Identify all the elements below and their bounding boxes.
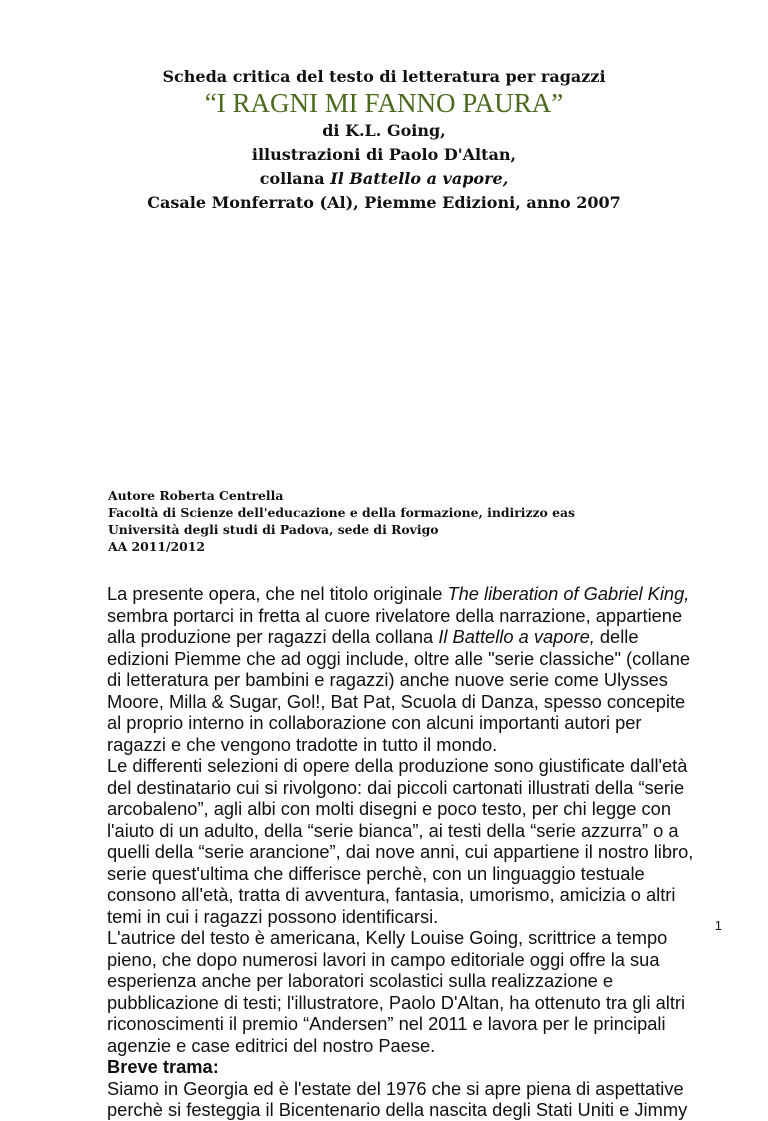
body-line: del destinatario cui si rivolgono: dai piccoli cartonati illustrati della “serie — [107, 776, 685, 798]
header-publisher: Casale Monferrato (Al), Piemme Edizioni, anno 2007 — [147, 193, 621, 212]
body-line: ragazzi e che vengono tradotte in tutto il mondo. — [107, 733, 498, 755]
header-illustrations: illustrazioni di Paolo D'Altan, — [251, 145, 517, 164]
body-text — [107, 583, 694, 1121]
body-line: serie quest'ultima che differisce perchè, con un linguaggio testuale — [107, 862, 645, 884]
header-author: di K.L. Going, — [322, 121, 446, 140]
original-title: The liberation of Gabriel King, — [447, 583, 690, 604]
document-header — [60, 66, 708, 215]
body-line: edizioni Piemme che ad oggi include, oltre alle "serie classiche" (collane — [107, 647, 691, 669]
body-line: L'autrice del testo è americana, Kelly Louise Going, scrittrice a tempo — [107, 927, 668, 948]
author-line: Autore Roberta Centrella — [108, 488, 284, 503]
body-line — [107, 626, 667, 648]
body-line: al proprio interno in collaborazione con alcuni importanti autori per — [107, 712, 642, 733]
body-line — [107, 583, 690, 605]
body-line: l'aiuto di un adulto, della “serie bianca”, ai testi della “serie azzurra” o a — [107, 819, 679, 841]
body-line: sembra portarci in fretta al cuore rivelatore della narrazione, appartiene — [107, 604, 683, 626]
body-line: arcobaleno”, agli albi con molti disegni e poco testo, per chi legge con — [107, 798, 672, 819]
collana-prefix: collana — [259, 169, 331, 188]
author-line: Facoltà di Scienze dell'educazione e della formazione, indirizzo eas — [108, 505, 575, 520]
section-heading: Breve trama: — [107, 1056, 219, 1077]
body-line: temi in cui i ragazzi possono identificarsi. — [107, 905, 439, 927]
book-title: “I RAGNI MI FANNO PAURA” — [204, 88, 564, 118]
header-subtitle: Scheda critica del testo di letteratura per ragazzi — [162, 67, 606, 86]
body-line: consono all'età, tratta di avventura, fantasia, umorismo, amicizia o altri — [107, 884, 676, 905]
body-line: agenzie e case editrici del nostro Paese. — [107, 1034, 436, 1056]
body-line: pieno, che dopo numerosi lavori in campo editoriale oggi offre la sua — [107, 948, 660, 970]
header-collana — [60, 167, 708, 191]
body-line: Moore, Milla & Sugar, Gol!, Bat Pat, Scuola di Danza, spesso concepite — [107, 690, 686, 712]
author-block — [108, 487, 575, 555]
body-line: esperienza anche per laboratori scolastici sulla realizzazione e — [107, 970, 614, 991]
author-line: Università degli studi di Padova, sede di Rovigo — [108, 522, 439, 537]
page-number: 1 — [714, 918, 722, 933]
body-line-text: alla produzione per ragazzi della collana — [107, 626, 439, 647]
collana-suffix: delle — [594, 626, 639, 647]
body-line: pubblicazione di testi; l'illustratore, Paolo D'Altan, ha ottenuto tra gli altri — [107, 991, 686, 1013]
body-line: riconoscimenti il premio “Andersen” nel 2011 e lavora per le principali — [107, 1013, 666, 1034]
body-line-text: La presente opera, che nel titolo originale — [107, 583, 448, 604]
body-line: Le differenti selezioni di opere della produzione sono giustificate dall'età — [107, 755, 688, 776]
trama-line: perchè si festeggia il Bicentenario della nascita degli Stati Uniti e Jimmy — [107, 1099, 688, 1120]
author-line: AA 2011/2012 — [108, 539, 206, 554]
trama-line: Siamo in Georgia ed è l'estate del 1976 che si apre piena di aspettative — [107, 1077, 684, 1099]
body-line: di letteratura per bambini e ragazzi) anche nuove serie come Ulysses — [107, 669, 668, 690]
collana-italic: Il Battello a vapore, — [438, 626, 595, 647]
body-line: quelli della “serie arancione”, dai nove anni, cui appartiene il nostro libro, — [107, 841, 694, 862]
collana-name: Il Battello a vapore, — [330, 169, 509, 188]
